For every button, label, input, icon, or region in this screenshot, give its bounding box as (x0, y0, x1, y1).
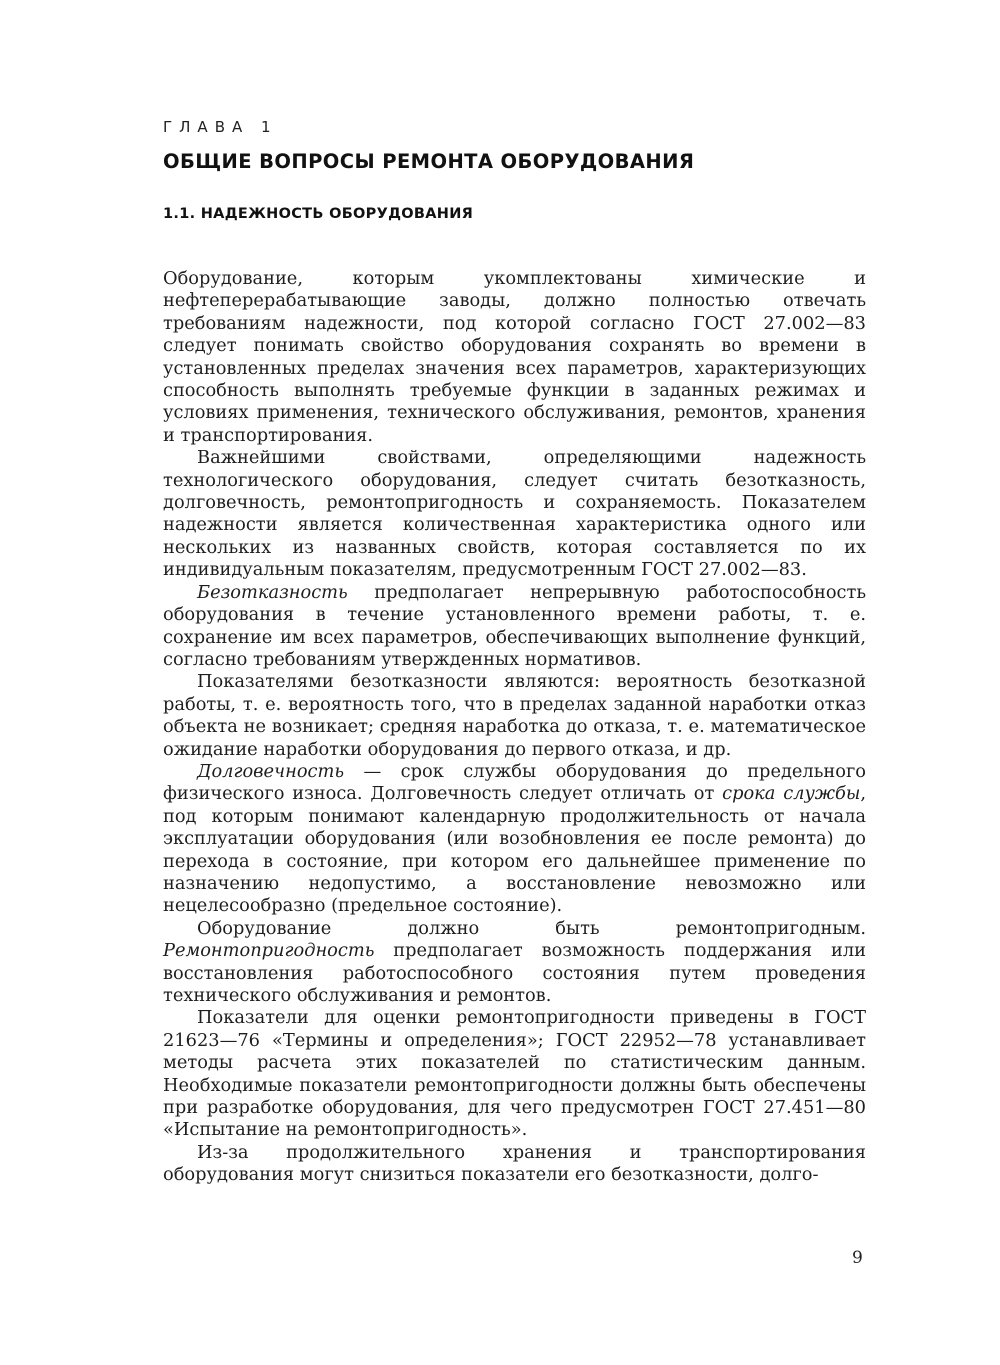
paragraph-3 (163, 582, 866, 672)
paragraph-6-text-a: Оборудование должно быть ремонтопригодным. (197, 917, 866, 939)
term-service-life: срока службы (722, 783, 861, 805)
paragraph-6 (163, 918, 866, 1008)
paragraph-8: Из-за продолжительного хранения и транспортирования оборудования могут снизиться показатели его безотказности, долго- (163, 1141, 866, 1186)
section-title: 1.1. НАДЕЖНОСТЬ ОБОРУДОВАНИЯ (163, 206, 474, 222)
paragraph-5 (163, 761, 866, 918)
term-maintainability: Ремонтопригодность (163, 940, 375, 962)
paragraph-5-text-b: , под которым понимают календарную продолжительность от начала эксплуатации оборудования (или возобновления ее после ремонта) до перехода в состояние, при котором его дальнейшее применение по назначению недопустимо, а восстановление невозможно или нецелесообразно (предельное состояние). (163, 783, 866, 917)
paragraph-7: Показатели для оценки ремонтопригодности приведены в ГОСТ 21623—76 «Термины и определения»; ГОСТ 22952—78 устанавливает методы расчета этих показателей по статистическим данным. Необходимые показатели ремонтопригодности должны быть обеспечены при разработке оборудования, для чего предусмотрен ГОСТ 27.451—80 «Испытание на ремонтопригодность». (163, 1007, 866, 1141)
term-reliability: Безотказность (197, 581, 348, 603)
paragraph-5-text-a: — срок службы оборудования до предельного физического износа. Долговечность следует отличать от (163, 760, 866, 805)
paragraph-2: Важнейшими свойствами, определяющими надежность технологического оборудования, следует считать безотказность, долговечность, ремонтопригодность и сохраняемость. Показателем надежности является количественная характеристика одного или нескольких из названных свойств, которая составляется по их индивидуальным показателям, предусмотренным ГОСТ 27.002—83. (163, 447, 866, 581)
term-durability: Долговечность (197, 760, 345, 782)
paragraph-4: Показателями безотказности являются: вероятность безотказной работы, т. е. вероятность того, что в пределах заданной наработки отказ объекта не возникает; средняя наработка до отказа, т. е. математическое ожидание наработки оборудования до первого отказа, и др. (163, 671, 866, 760)
chapter-label: ГЛАВА 1 (163, 118, 278, 136)
chapter-title: ОБЩИЕ ВОПРОСЫ РЕМОНТА ОБОРУДОВАНИЯ (163, 150, 695, 173)
paragraph-3-text: предполагает непрерывную работоспособность оборудования в течение установленного времени работы, т. е. сохранение им всех параметров, обеспечивающих выполнение функций, согласно требованиям утвержденных нормативов. (163, 581, 866, 670)
paragraph-6-text-b: предполагает возможность поддержания или восстановления работоспособного состояния путем проведения технического обслуживания и ремонтов. (163, 940, 866, 1006)
body-text (163, 268, 866, 1187)
page-number: 9 (852, 1248, 863, 1268)
paragraph-1: Оборудование, которым укомплектованы химические и нефтеперерабатывающие заводы, должно полностью отвечать требованиям надежности, под которой согласно ГОСТ 27.002—83 следует понимать свойство оборудования сохранять во времени в установленных пределах значения всех параметров, характеризующих способность выполнять требуемые функции в заданных режимах и условиях применения, технического обслуживания, ремонтов, хранения и транспортирования. (163, 268, 866, 446)
